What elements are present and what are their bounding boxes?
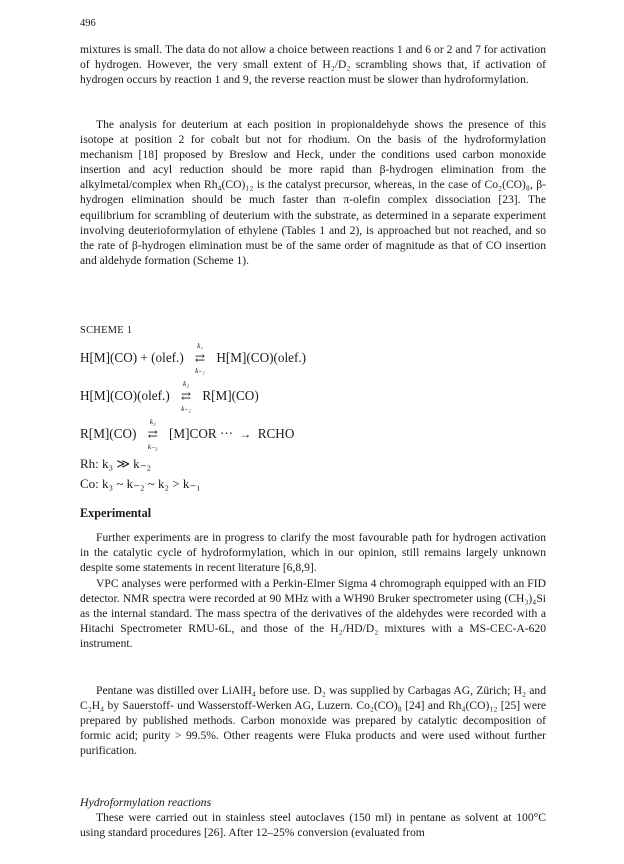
right-arrow-icon: → (236, 427, 255, 441)
paragraph-reaction-choice: mixtures is small. The data do not allow a choice between reactions 1 and 6 or 2 and 7 for activation of hydrogen. However, the very small extent of H₂/D₂ scrambling shows that, if activation of hydrogen occurs by reaction 1 and 9, the reverse reaction must be slower than hydroformylation. (80, 43, 546, 87)
reaction-2-reactant: H[M](CO)(olef.) (80, 388, 170, 403)
equilibrium-arrow-2 (175, 379, 197, 413)
rate-constant-k-2: k₋₂ (181, 404, 191, 413)
equilibrium-arrow-icon: ⇄ (147, 427, 158, 441)
reaction-1-product: H[M](CO)(olef.) (216, 350, 307, 365)
rate-constant-k3: k₃ (149, 417, 156, 426)
rate-constant-k1: k₁ (197, 341, 204, 350)
equilibrium-arrow-icon: ⇄ (195, 351, 206, 365)
paragraph-further-experiments: Further experiments are in progress to clarify the most favourable path for hydrogen activation in the catalytic cycle of hydroformylation, which in our opinion, still remains largely unknown despite some statements in recent literature [6,8,9]. (80, 531, 546, 575)
reaction-1-reactants: H[M](CO) + (olef.) (80, 350, 184, 365)
scheme-title: SCHEME 1 (80, 325, 133, 336)
paragraph-vpc-analyses: VPC analyses were performed with a Perkin-Elmer Sigma 4 chromograph equipped with an FID detector. NMR spectra were recorded at 90 MHz with a WH90 Bruker spectrometer using (CH₃)₄Si as the internal standard. The mass spectra of the derivatives of the aldehydes were recorded with a Hitachi Spectrometer RMU-6L, and those of the H₂/HD/D₂ mixtures with a MS-CEC-A-620 instrument. (80, 577, 546, 651)
rate-constant-k-1: k₋₁ (195, 366, 205, 375)
section-heading-experimental: Experimental (80, 506, 152, 520)
reaction-3-intermediate: [M]COR ··· (169, 426, 234, 441)
rate-constant-k2: k₂ (183, 379, 189, 388)
cobalt-rate-relation: Co: k₃ ~ k₋₂ ~ k₂ > k₋₁ (80, 476, 201, 491)
equilibrium-arrow-1 (189, 341, 211, 375)
reaction-3-product: RCHO (257, 426, 295, 441)
equilibrium-arrow-icon: ⇄ (180, 389, 192, 403)
page-number: 496 (80, 18, 96, 29)
paragraph-deuterium-analysis: The analysis for deuterium at each position in propionaldehyde shows the presence of this isotope at position 2 for cobalt but not for rhodium. On the basis of the hydroformylation mechanism [18] proposed by Breslow and Heck, under the conditions used carbon monoxide insertion and acyl reduction should be more rapid than β-hydrogen elimination from the alkylmetal/complex when Rh₄(CO)₁₂ is the catalyst precursor, whereas, in the case of Co₂(CO)₈, β-hydrogen elimination should be much faster than π-olefin complex dissociation [23]. The equilibrium for scrambling of deuterium with the substrate, as determined in a separate experiment involving deuterioformylation of ethylene (Tables 1 and 2), is approached but not reached, and so the rate of β-hydrogen elimination must be of the same order of magnitude as that of CO insertion and aldehyde formation (Scheme 1). (80, 118, 546, 267)
rhodium-rate-relation: Rh: k₃ ≫ k₋₂ (80, 456, 152, 471)
scheme-reaction-1 (80, 341, 307, 375)
equilibrium-arrow-3 (142, 417, 164, 451)
rate-constant-k-3: k₋₃ (147, 442, 158, 451)
scheme-reaction-3 (80, 417, 295, 451)
reaction-3-reactant: R[M](CO) (80, 426, 137, 441)
paragraph-autoclaves: These were carried out in stainless steel autoclaves (150 ml) in pentane as solvent at 100°C using standard procedures [26]. After 12–25% conversion (evaluated from (80, 811, 546, 840)
scheme-reaction-2 (80, 379, 259, 413)
reaction-2-product: R[M](CO) (202, 388, 259, 403)
paragraph-materials: Pentane was distilled over LiAlH₄ before use. D₂ was supplied by Carbagas AG, Zürich; H₂ and C₂H₄ by Sauerstoff- und Wasserstoff-Werken AG, Luzern. Co₂(CO)₈ [24] and Rh₄(CO)₁₂ [25] were prepared by published methods. Carbon monoxide was prepared by catalytic decomposition of formic acid; purity > 99.5%. Other reagents were Fluka products and were used without further purification. (80, 684, 546, 758)
subheading-hydroformylation-reactions: Hydroformylation reactions (80, 795, 212, 809)
